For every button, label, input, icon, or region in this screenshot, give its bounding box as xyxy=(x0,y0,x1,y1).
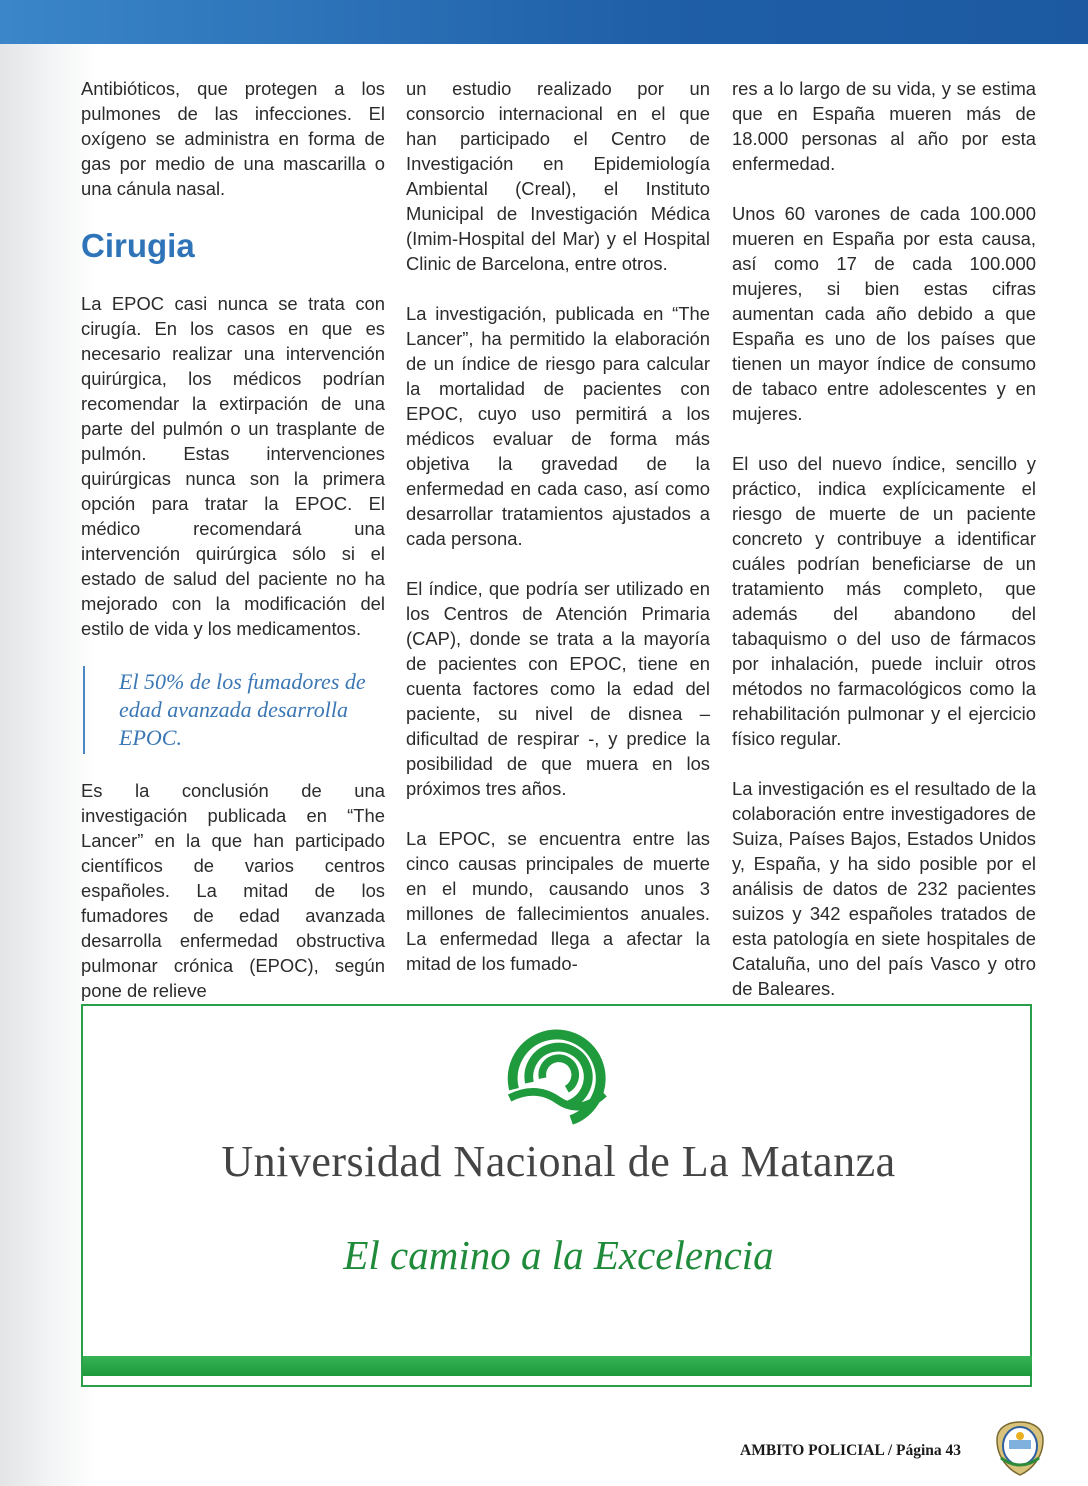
section-heading: Cirugia xyxy=(81,227,195,264)
paragraph: La EPOC casi nunca se trata con cirugía. En los casos en que es necesario realizar una intervención quirúrgica, los médicos podrían recomendar la extirpación de una parte del pulmón o un trasplante de pulmón. Estas intervenciones quirúrgicas nunca son la primera opción para tratar la EPOC. El médico recomendará una intervención quirúrgica sólo si el estado de salud del paciente no ha mejorado con la modificación del estilo de vida y los medicamentos. xyxy=(81,293,385,639)
paragraph: Es la conclusión de una investigación publicada en “The Lancer” en la que han participado científicos de varios centros españoles. La mitad de los fumadores de edad avanzada desarrolla enfermedad obstructiva pulmonar crónica (EPOC), según pone de relieve xyxy=(81,780,385,1001)
article-column-2 xyxy=(406,76,710,976)
page-footer: AMBITO POLICIAL / Página 43 xyxy=(740,1442,962,1459)
paragraph: res a lo largo de su vida, y se estima que en España mueren más de 18.000 personas al año por esta enfermedad. xyxy=(732,78,1036,174)
header-band xyxy=(0,0,1088,44)
paragraph: Unos 60 varones de cada 100.000 mueren en España por esta causa, así como 17 de cada 100.000 mujeres, si bien estas cifras aumentan cada año debido a que España es uno de los países que tienen un mayor índice de consumo de tabaco entre adolescentes y en mujeres. xyxy=(732,203,1036,424)
advert-slogan: El camino a la Excelencia xyxy=(343,1232,774,1278)
paragraph: La EPOC, se encuentra entre las cinco causas principales de muerte en el mundo, causando unos 3 millones de fallecimientos anuales. La enfermedad llega a afectar la mitad de los fumado- xyxy=(406,828,710,974)
police-crest-icon xyxy=(993,1418,1047,1478)
article-column-1 xyxy=(81,76,385,1003)
pull-quote: El 50% de los fumadores de edad avanzada desarrolla EPOC. xyxy=(83,666,385,754)
paragraph: La investigación, publicada en “The Lancer”, ha permitido la elaboración de un índice de riesgo para calcular la mortalidad de pacientes con EPOC, cuyo uso permitirá a los médicos evaluar de forma más objetiva la gravedad de la enfermedad en cada caso, así como desarrollar tratamientos ajustados a cada persona. xyxy=(406,303,710,549)
paragraph: Antibióticos, que protegen a los pulmones de las infecciones. El oxígeno se administra en forma de gas por medio de una mascarilla o una cánula nasal. xyxy=(81,78,385,199)
paragraph: El uso del nuevo índice, sencillo y práctico, indica explícicamente el riesgo de muerte de un paciente concreto y contribuye a identificar cuáles podrían beneficiarse de un tratamiento más completo, que además del abandono del tabaquismo o del uso de fármacos por inhalación, puede incluir otros métodos no farmacológicos como la rehabilitación pulmonar y el ejercicio físico regular. xyxy=(732,453,1036,749)
advert-green-bar xyxy=(83,1356,1032,1376)
unlam-wave-logo-icon xyxy=(503,1021,613,1131)
paragraph: El índice, que podría ser utilizado en los Centros de Atención Primaria (CAP), donde se trata a la mayoría de pacientes con EPOC, tiene en cuenta factores como la edad del paciente, su nivel de disnea – dificultad de respirar -, y predice la posibilidad de que muera en los próximos tres años. xyxy=(406,578,710,799)
university-advert xyxy=(81,1004,1032,1387)
article-column-3 xyxy=(732,76,1036,1001)
advert-title: Universidad Nacional de La Matanza xyxy=(221,1137,896,1186)
paragraph: un estudio realizado por un consorcio internacional en el que han participado el Centro de Investigación en Epidemiología Ambiental (Creal), el Instituto Municipal de Investigación Médica (Imim-Hospital del Mar) y el Hospital Clinic de Barcelona, entre otros. xyxy=(406,78,710,274)
paragraph: La investigación es el resultado de la colaboración entre investigadores de Suiza, Países Bajos, Estados Unidos y, España, y ha sido posible por el análisis de datos de 232 pacientes suizos y 342 españoles tratados de esta patología en siete hospitales de Cataluña, uno del país Vasco y otro de Baleares. xyxy=(732,778,1036,999)
